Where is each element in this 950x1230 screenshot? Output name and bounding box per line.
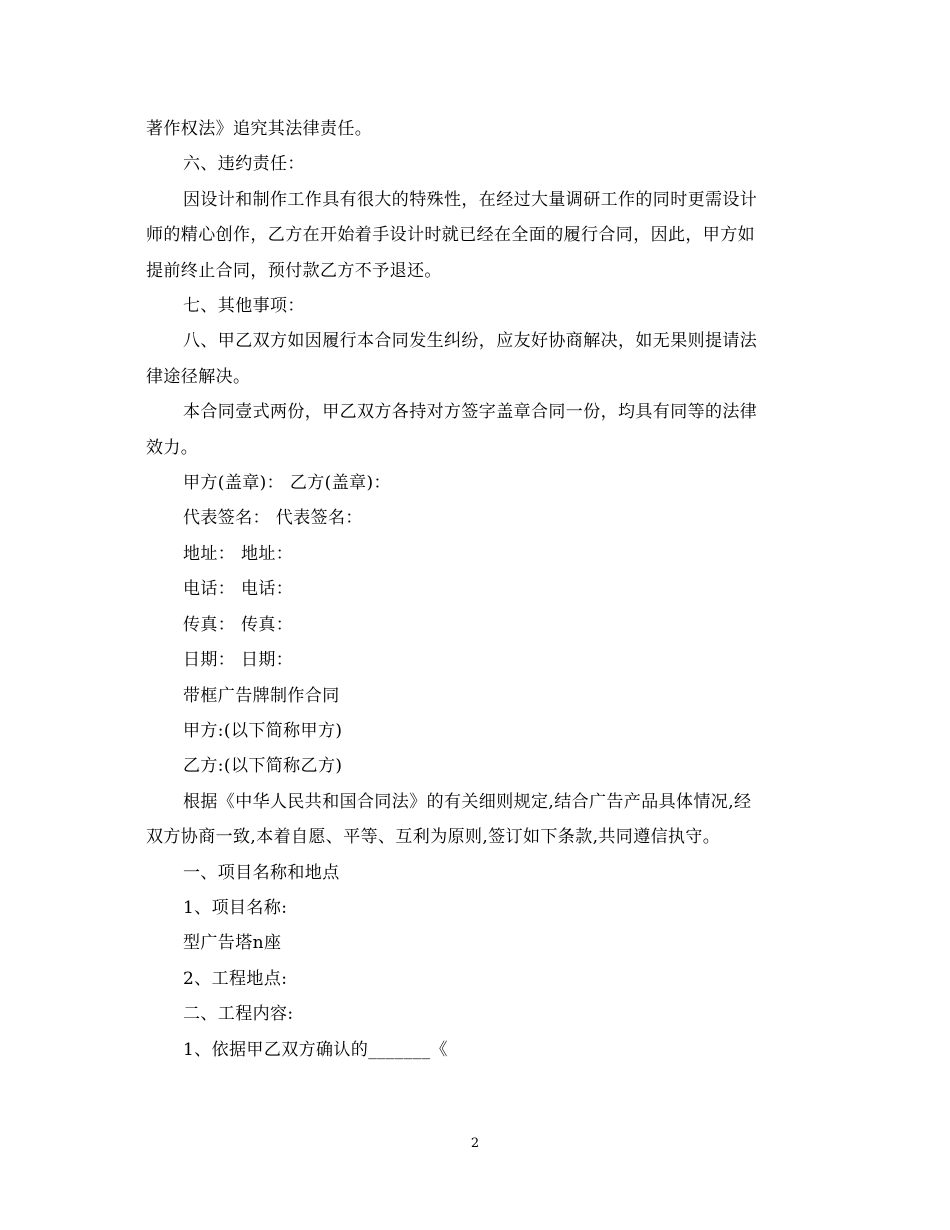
contract-title: 带框广告牌制作合同	[183, 685, 340, 706]
paragraph-line: 师的精心创作，乙方在开始着手设计时就已经在全面的履行合同，因此，甲方如	[146, 225, 755, 246]
paragraph-line: 律途径解决。	[146, 366, 251, 387]
paragraph-line: 八、甲乙双方如因履行本合同发生纠纷，应友好协商解决，如无果则提请法	[183, 331, 758, 352]
paragraph-line: 提前终止合同，预付款乙方不予退还。	[146, 260, 442, 281]
signature-fax-line: 传真： 传真：	[183, 614, 294, 635]
paragraph-line: 本合同壹式两份，甲乙双方各持对方签字盖章合同一份，均具有同等的法律	[183, 402, 758, 423]
list-item: 1、项目名称:	[183, 897, 288, 918]
signature-phone-line: 电话： 电话：	[183, 579, 294, 600]
paragraph-line: 因设计和制作工作具有很大的特殊性，在经过大量调研工作的同时更需设计	[183, 189, 758, 210]
signature-seal-line: 甲方(盖章)： 乙方(盖章)：	[183, 473, 391, 494]
list-item: 2、工程地点:	[183, 968, 288, 989]
party-a-line: 甲方:(以下简称甲方)	[183, 720, 343, 741]
page-number: 2	[470, 1136, 480, 1151]
list-item: 型广告塔n座	[183, 933, 282, 954]
section-heading-other-matters: 七、其他事项：	[183, 296, 305, 317]
paragraph-line: 根据《中华人民共和国合同法》的有关细则规定,结合广告产品具体情况,经	[183, 791, 752, 812]
paragraph-line: 著作权法》追究其法律责任。	[146, 119, 373, 139]
paragraph-line: 效力。	[146, 437, 199, 458]
party-b-line: 乙方:(以下简称乙方)	[183, 756, 343, 777]
paragraph-line: 双方协商一致,本着自愿、平等、互利为原则,签订如下条款,共同遵信执守。	[146, 827, 721, 848]
section-heading-breach-liability: 六、违约责任：	[183, 154, 305, 175]
list-item: 1、依据甲乙双方确认的_______《	[183, 1039, 448, 1060]
section-heading-work-content: 二、工程内容:	[183, 1004, 294, 1025]
signature-representative-line: 代表签名： 代表签名：	[183, 508, 363, 529]
document-body	[146, 112, 806, 1068]
signature-date-line: 日期： 日期：	[183, 650, 294, 671]
signature-address-line: 地址： 地址：	[183, 543, 294, 564]
section-heading-project: 一、项目名称和地点	[183, 862, 340, 883]
